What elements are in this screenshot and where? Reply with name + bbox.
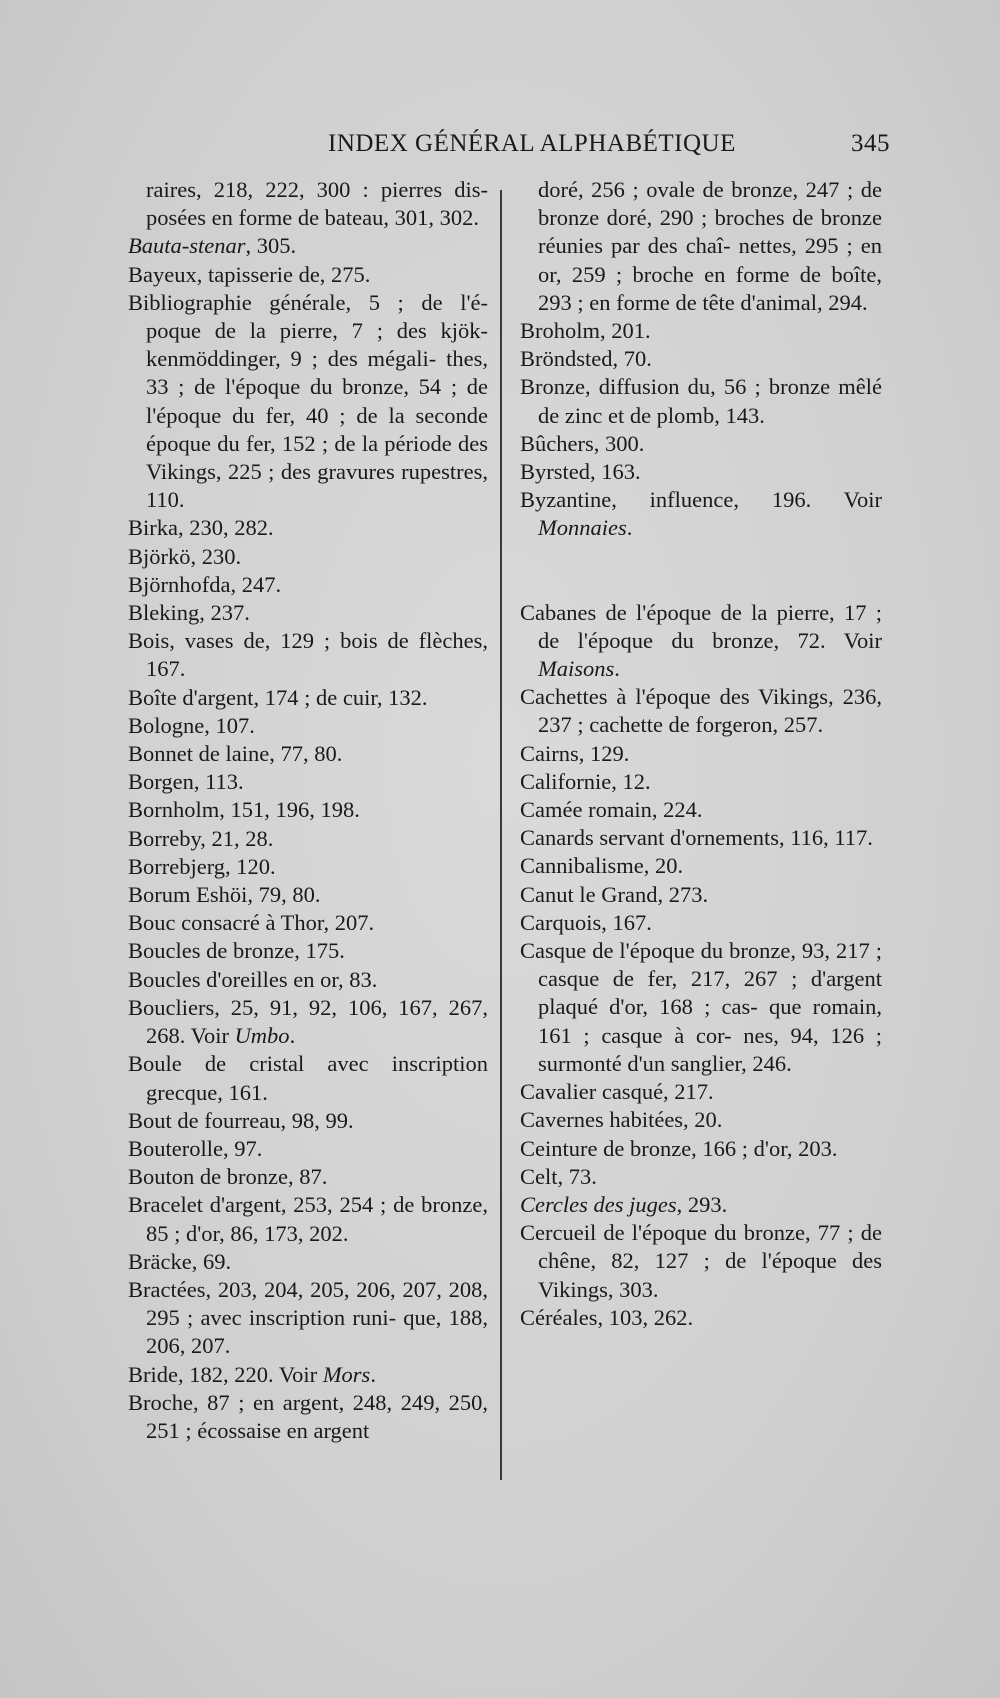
index-entry-text: Borrebjerg, 120. bbox=[128, 853, 276, 879]
index-entry bbox=[128, 768, 488, 796]
index-entry bbox=[128, 712, 488, 740]
index-entry bbox=[128, 1361, 488, 1389]
index-entry-text: Cachettes à l'époque des Vikings, 236, 237 ; cachette de forgeron, 257. bbox=[520, 684, 882, 738]
index-entry bbox=[520, 881, 882, 909]
index-entry-text: Bronze, diffusion du, 56 ; bronze mêlé de zinc et de plomb, 143. bbox=[520, 374, 882, 428]
index-entry bbox=[128, 232, 488, 260]
index-entry bbox=[520, 1304, 882, 1332]
index-entry-text: Byrsted, 163. bbox=[520, 459, 641, 485]
index-entry bbox=[520, 824, 882, 852]
index-entry-text: Cairns, 129. bbox=[520, 740, 630, 766]
index-entry bbox=[520, 683, 882, 739]
index-entry-text: Cabanes de l'époque de la pierre, 17 ; de l'époque du bronze, 72. Voir bbox=[520, 599, 882, 653]
index-entry-text: Bracelet d'argent, 253, 254 ; de bronze, 85 ; d'or, 86, 173, 202. bbox=[128, 1192, 488, 1246]
index-entry bbox=[520, 768, 882, 796]
index-entry-text: Bräcke, 69. bbox=[128, 1248, 232, 1274]
index-entry-text: Borreby, 21, 28. bbox=[128, 825, 274, 851]
index-entry-text: Boucles d'oreilles en or, 83. bbox=[128, 966, 378, 992]
index-entry-continuation: doré, 256 ; ovale de bronze, 247 ; de bronze doré, 290 ; broches de bronze réunies par des chaî- nettes, 295 ; en or, 259 ; broche en forme de boîte, 293 ; en forme de tête d'animal, 294. bbox=[538, 177, 882, 315]
index-entry bbox=[128, 881, 488, 909]
index-entry-text: Broche, 87 ; en argent, 248, 249, 250, 251 ; écossaise en argent bbox=[128, 1389, 488, 1443]
left-index-column bbox=[128, 176, 488, 1445]
index-entry-text: Boucles de bronze, 175. bbox=[128, 938, 345, 964]
index-entry bbox=[520, 345, 882, 373]
index-entry-text: . bbox=[626, 515, 633, 541]
index-entry-text: Bologne, 107. bbox=[128, 712, 255, 738]
index-entry bbox=[520, 1078, 882, 1106]
index-entry bbox=[128, 994, 488, 1050]
index-entry-text: Boule de cristal avec inscription grecque, 161. bbox=[128, 1051, 488, 1105]
index-entry bbox=[520, 1135, 882, 1163]
index-entry-text: Bouterolle, 97. bbox=[128, 1135, 263, 1161]
index-entry-text: , 293. bbox=[676, 1191, 728, 1217]
index-entry-text: Bayeux, tapisserie de, 275. bbox=[128, 261, 371, 287]
index-entry bbox=[520, 796, 882, 824]
index-entry-continuation: raires, 218, 222, 300 : pierres dis- posées en forme de bateau, 301, 302. bbox=[146, 177, 488, 231]
index-entry bbox=[128, 1107, 488, 1135]
index-entry bbox=[520, 909, 882, 937]
letter-section-gap bbox=[520, 543, 882, 599]
index-entry bbox=[128, 1163, 488, 1191]
index-entry-text: Bout de fourreau, 98, 99. bbox=[128, 1107, 354, 1133]
index-entry-text: Celt, 73. bbox=[520, 1163, 597, 1189]
index-entry-text: Bibliographie générale, 5 ; de l'é- poque de la pierre, 7 ; des kjök- kenmöddinger, 9 ; des mégali- thes, 33 ; de l'époque du bronze, 54 ; de l'époque du fer, 40 ; de la seconde époque du fer, 152 ; de la période des Vikings, 225 ; des gravures rupestres, 110. bbox=[128, 289, 488, 513]
index-entry-text: Bouc consacré à Thor, 207. bbox=[128, 910, 375, 936]
index-entry-text: Cercueil de l'époque du bronze, 77 ; de chêne, 82, 127 ; de l'époque des Vikings, 303. bbox=[520, 1220, 882, 1302]
index-entry bbox=[128, 1389, 488, 1445]
index-entry bbox=[128, 627, 488, 683]
index-entry bbox=[128, 571, 488, 599]
index-entry bbox=[128, 1135, 488, 1163]
index-entry bbox=[128, 1050, 488, 1106]
index-entry bbox=[520, 486, 882, 542]
index-entry bbox=[128, 740, 488, 768]
index-entry-text: , 305. bbox=[245, 233, 297, 259]
index-entry-text: . bbox=[289, 1023, 296, 1049]
index-entry bbox=[128, 289, 488, 515]
index-entry-text: Cavalier casqué, 217. bbox=[520, 1079, 714, 1105]
index-entry bbox=[520, 740, 882, 768]
index-entry bbox=[128, 599, 488, 627]
index-entry bbox=[128, 684, 488, 712]
index-entry bbox=[520, 458, 882, 486]
index-entry bbox=[520, 1106, 882, 1134]
index-entry bbox=[520, 1191, 882, 1219]
index-entry-text: Bornholm, 151, 196, 198. bbox=[128, 797, 360, 823]
index-entry bbox=[128, 1248, 488, 1276]
index-entry-text: Bouton de bronze, 87. bbox=[128, 1164, 328, 1190]
right-index-column bbox=[520, 176, 882, 1332]
index-entry-text: Bractées, 203, 204, 205, 206, 207, 208, 295 ; avec inscription runi- que, 188, 206, 207. bbox=[128, 1276, 488, 1359]
index-entry-text: Bride, 182, 220. Voir bbox=[128, 1361, 323, 1387]
index-entry bbox=[128, 909, 488, 937]
index-entry-text: Bröndsted, 70. bbox=[520, 346, 652, 372]
index-entry bbox=[520, 1163, 882, 1191]
index-entry-text: Bleking, 237. bbox=[128, 600, 250, 626]
index-entry-text: Canut le Grand, 273. bbox=[520, 881, 709, 907]
index-entry bbox=[128, 1191, 488, 1247]
index-entry-italic: Cercles des juges bbox=[520, 1191, 677, 1217]
index-entry-text: Bois, vases de, 129 ; bois de flèches, 167. bbox=[128, 628, 488, 682]
index-entry-text: Casque de l'époque du bronze, 93, 217 ; casque de fer, 217, 267 ; d'argent plaqué d'or, 168 ; cas- que romain, 161 ; casque à cor- nes, 94, 126 ; surmonté d'un sanglier, 246. bbox=[520, 938, 882, 1076]
index-entry-text: Cannibalisme, 20. bbox=[520, 853, 684, 879]
index-entry bbox=[128, 514, 488, 542]
index-entry bbox=[128, 853, 488, 881]
index-entry-text: Ceinture de bronze, 166 ; d'or, 203. bbox=[520, 1135, 838, 1161]
index-entry-italic: Mors bbox=[322, 1361, 371, 1387]
index-entry-text: Canards servant d'ornements, 116, 117. bbox=[520, 825, 873, 851]
index-entry bbox=[520, 852, 882, 880]
index-entry-text: Boucliers, 25, 91, 92, 106, 167, 267, 268. Voir bbox=[128, 994, 488, 1049]
page-title: INDEX GÉNÉRAL ALPHABÉTIQUE bbox=[328, 130, 736, 157]
index-entry-italic: Monnaies bbox=[538, 515, 627, 541]
index-entry bbox=[128, 796, 488, 824]
index-entry bbox=[520, 430, 882, 458]
index-entry-text: Borum Eshöi, 79, 80. bbox=[128, 882, 321, 908]
index-entry-text: . bbox=[614, 656, 620, 682]
page-number: 345 bbox=[851, 130, 890, 157]
index-entry-text: Boîte d'argent, 174 ; de cuir, 132. bbox=[128, 684, 428, 710]
index-entry-text: Björkö, 230. bbox=[128, 543, 242, 569]
index-entry-italic: Maisons bbox=[538, 656, 615, 682]
index-entry bbox=[520, 373, 882, 429]
index-entry-text: Californie, 12. bbox=[520, 768, 651, 794]
index-entry bbox=[520, 937, 882, 1078]
index-entry-text: Céréales, 103, 262. bbox=[520, 1304, 694, 1330]
index-entry-text: Camée romain, 224. bbox=[520, 797, 703, 823]
index-entry bbox=[128, 261, 488, 289]
index-entry-text: Byzantine, influence, 196. Voir bbox=[520, 487, 882, 513]
index-entry-text: Birka, 230, 282. bbox=[128, 515, 274, 541]
index-entry bbox=[128, 543, 488, 571]
index-entry bbox=[520, 599, 882, 684]
index-entry-text: Bûchers, 300. bbox=[520, 430, 645, 456]
index-entry-text: Carquois, 167. bbox=[520, 909, 652, 935]
index-entry bbox=[128, 937, 488, 965]
index-entry bbox=[520, 317, 882, 345]
index-entry-text: Cavernes habitées, 20. bbox=[520, 1107, 723, 1133]
index-entry bbox=[128, 1276, 488, 1361]
index-entry-text: Bonnet de laine, 77, 80. bbox=[128, 741, 343, 767]
running-head bbox=[128, 130, 890, 164]
index-entry-text: Borgen, 113. bbox=[128, 769, 244, 795]
index-entry-text: . bbox=[370, 1361, 376, 1387]
index-entry-italic: Bauta-stenar bbox=[128, 233, 246, 259]
index-entry bbox=[128, 825, 488, 853]
index-entry bbox=[520, 1219, 882, 1304]
column-divider bbox=[500, 190, 502, 1480]
index-entry bbox=[128, 966, 488, 994]
index-entry-text: Björnhofda, 247. bbox=[128, 571, 282, 597]
index-entry-text: Broholm, 201. bbox=[520, 318, 651, 344]
index-entry-italic: Umbo bbox=[234, 1023, 290, 1049]
